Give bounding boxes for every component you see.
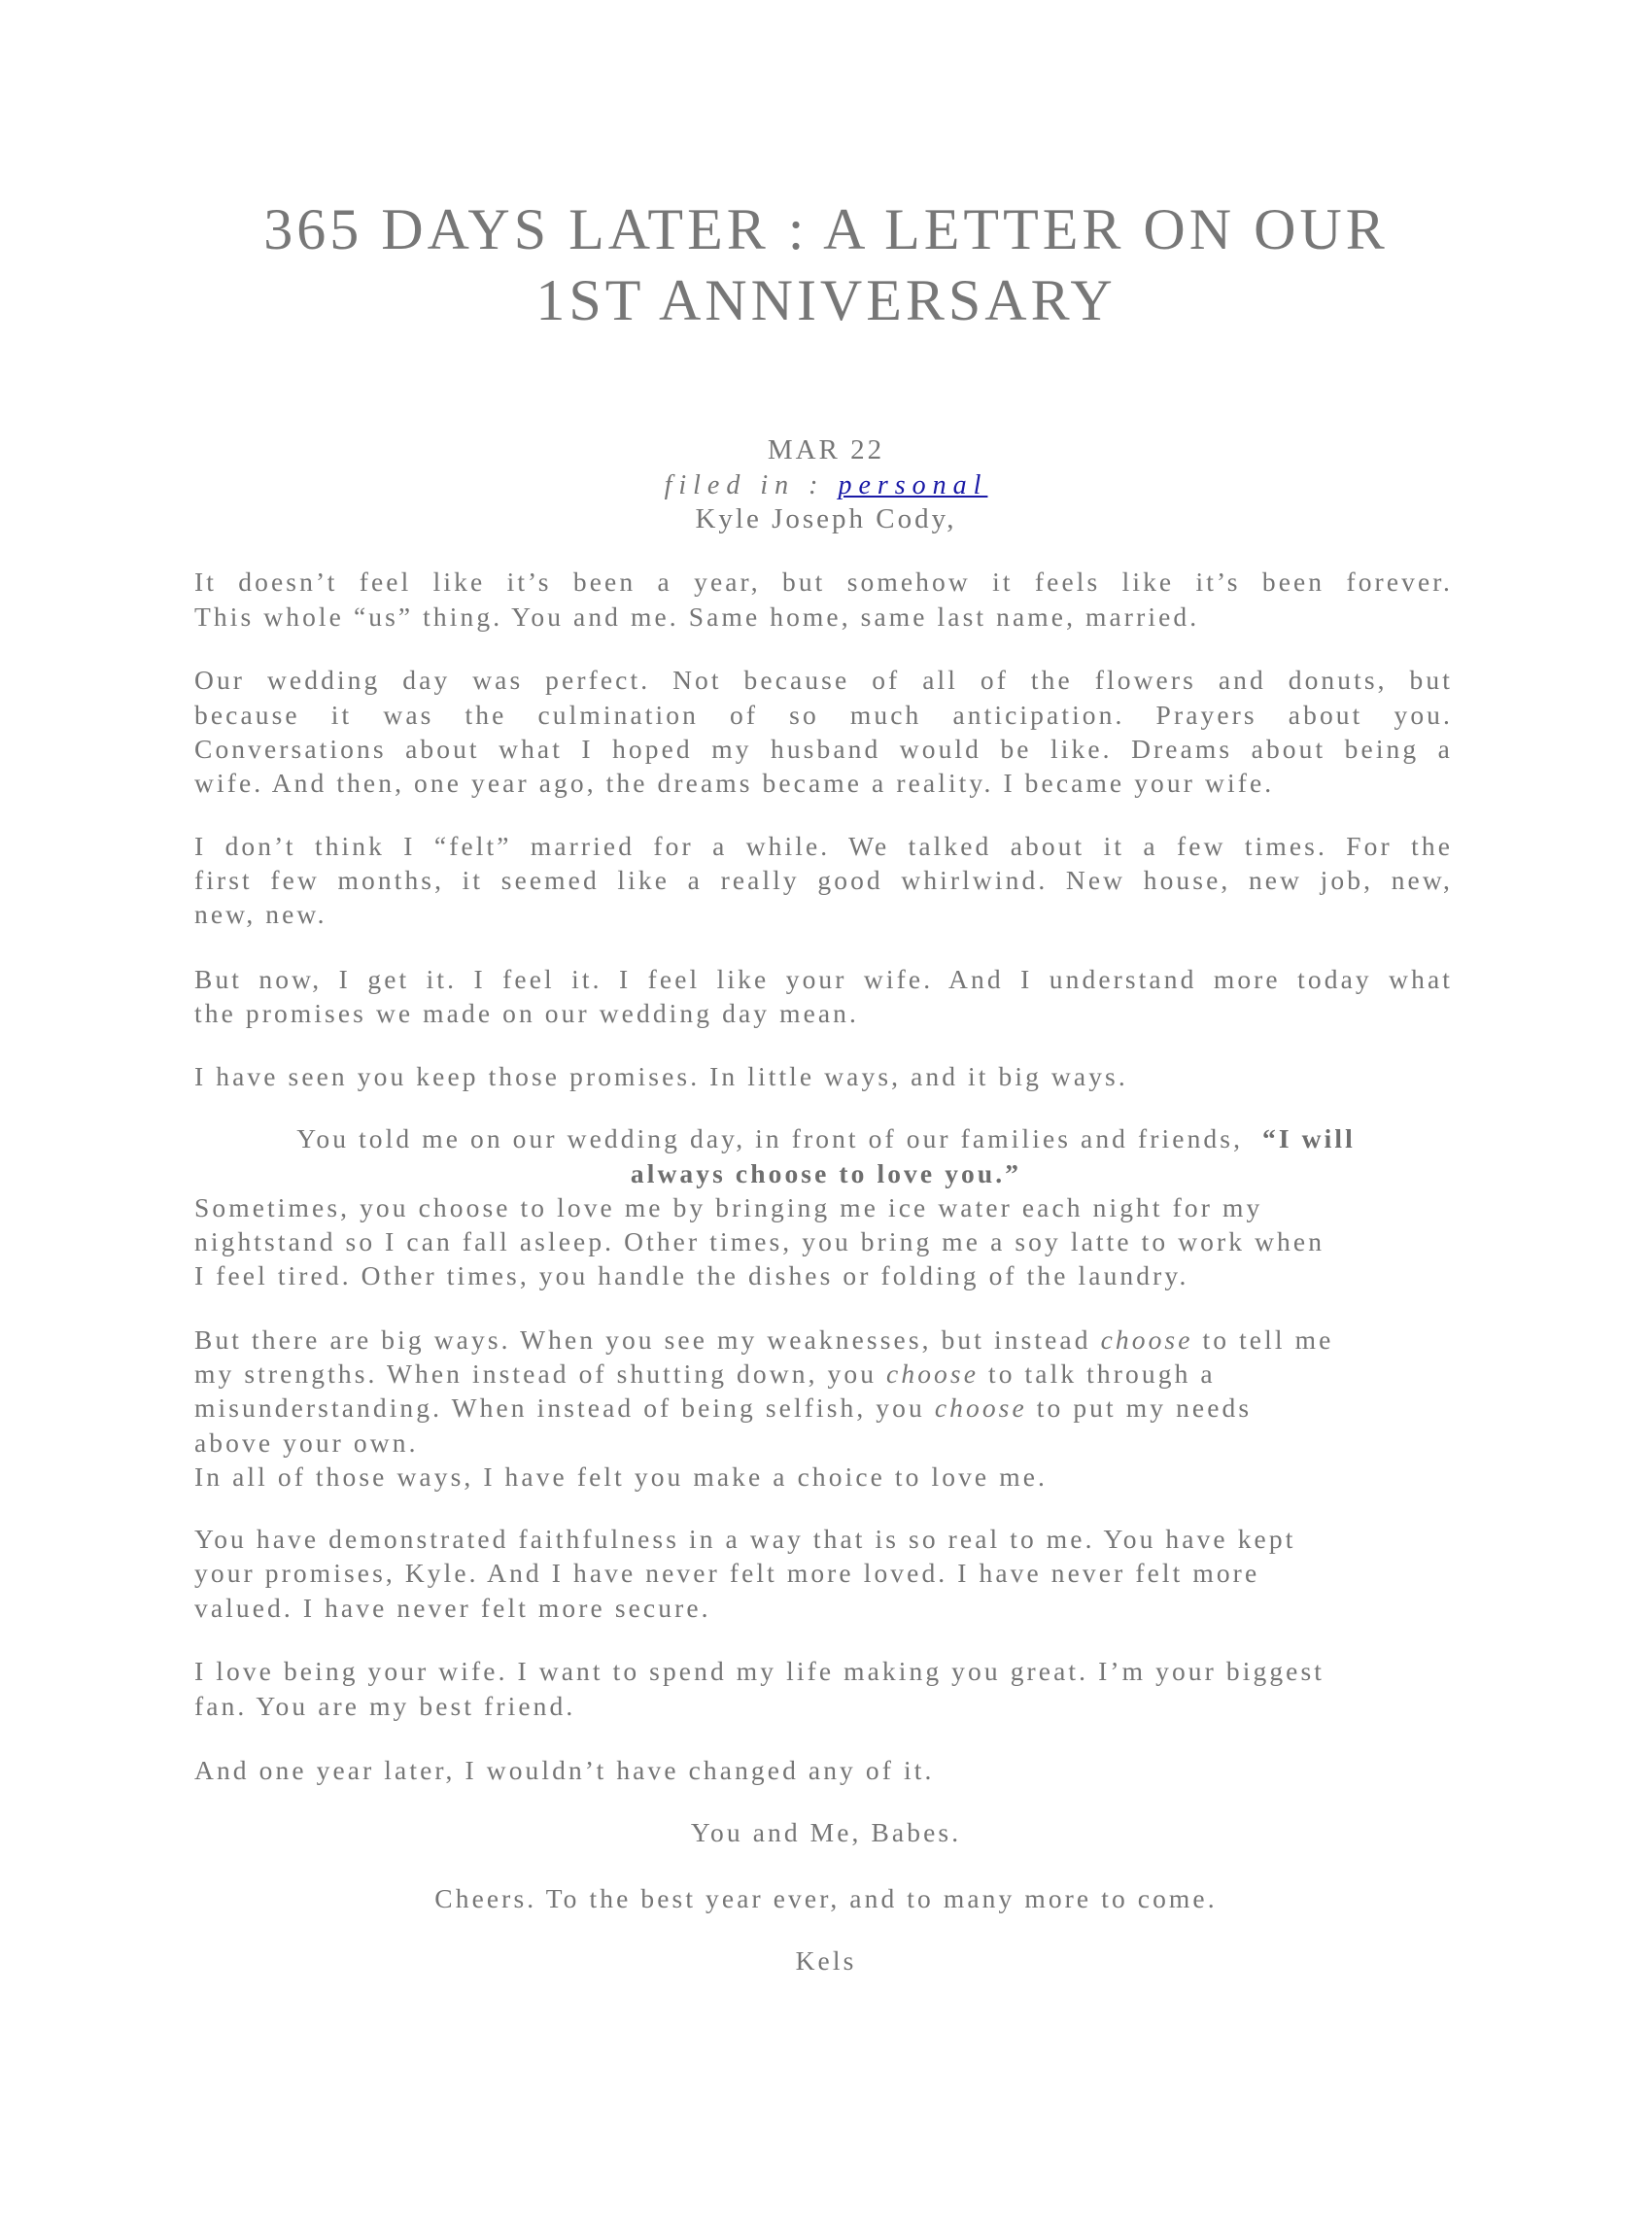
- paragraph-4-line: the promises we made on our wedding day mean.: [194, 998, 860, 1028]
- paragraph-2-line: because it was the culmination of so much anticipation. Prayers about you.: [194, 700, 1453, 730]
- paragraph-8-line: valued. I have never felt more secure.: [194, 1593, 711, 1623]
- text: to put my needs: [1026, 1393, 1253, 1423]
- paragraph-4-line: But now, I get it. I feel it. I feel like your wife. And I understand more today what: [194, 964, 1453, 994]
- text: to tell me: [1192, 1324, 1334, 1355]
- paragraph-2-line: Conversations about what I hoped my husband would be like. Dreams about being a: [194, 734, 1453, 764]
- signature: Kels: [795, 1945, 857, 1976]
- paragraph-3-line: first few months, it seemed like a really good whirlwind. New house, new job, new,: [194, 865, 1453, 895]
- paragraph-3-line: new, new.: [194, 899, 327, 929]
- paragraph-9-line: I love being your wife. I want to spend my life making you great. I’m your biggest: [194, 1656, 1325, 1686]
- emphasis-choose: choose: [1100, 1324, 1193, 1355]
- paragraph-1-line: It doesn’t feel like it’s been a year, but somehow it feels like it’s been forever.: [194, 567, 1453, 597]
- text: misunderstanding. When instead of being selfish, you: [194, 1393, 935, 1423]
- closing-line-1: You and Me, Babes.: [690, 1817, 962, 1847]
- emphasis-choose: choose: [934, 1393, 1027, 1423]
- text: But there are big ways. When you see my weaknesses, but instead: [194, 1324, 1101, 1355]
- salutation: Kyle Joseph Cody,: [695, 503, 957, 534]
- quote-bold-part-1: “I will: [1262, 1123, 1356, 1153]
- paragraph-8-line: You have demonstrated faithfulness in a way that is so real to me. You have kept: [194, 1524, 1296, 1554]
- filed-in: [0, 469, 1652, 502]
- paragraph-7-line: In all of those ways, I have felt you make a choice to love me.: [194, 1461, 1048, 1492]
- closing-line-2: Cheers. To the best year ever, and to many more to come.: [434, 1883, 1218, 1913]
- title-line-2: 1ST ANNIVERSARY: [535, 268, 1117, 332]
- paragraph-7-line: above your own.: [194, 1427, 419, 1458]
- paragraph-8-line: your promises, Kyle. And I have never felt more loved. I have never felt more: [194, 1558, 1260, 1588]
- paragraph-9-line: fan. You are my best friend.: [194, 1691, 576, 1721]
- title-line-1: 365 DAYS LATER : A LETTER ON OUR: [263, 197, 1389, 261]
- paragraph-6-line: nightstand so I can fall asleep. Other times, you bring me a soy latte to work when: [194, 1226, 1325, 1256]
- paragraph-5-line: I have seen you keep those promises. In little ways, and it big ways.: [194, 1061, 1128, 1091]
- quote-bold-part-2: always choose to love you.”: [630, 1158, 1022, 1188]
- paragraph-7-line: [194, 1324, 1333, 1357]
- paragraph-1-line: This whole “us” thing. You and me. Same home, same last name, married.: [194, 602, 1200, 632]
- paragraph-2-line: wife. And then, one year ago, the dreams became a reality. I became your wife.: [194, 768, 1275, 798]
- paragraph-7-line: [194, 1358, 1216, 1391]
- text: my strengths. When instead of shutting down, you: [194, 1358, 887, 1389]
- wedding-vow-quote: [0, 1122, 1652, 1155]
- category-link-personal[interactable]: personal: [838, 470, 988, 500]
- quote-lead: You told me on our wedding day, in front of our families and friends,: [296, 1123, 1244, 1153]
- paragraph-2-line: Our wedding day was perfect. Not because of all of the flowers and donuts, but: [194, 665, 1453, 695]
- filed-in-label: filed in :: [664, 470, 825, 500]
- paragraph-3-line: I don’t think I “felt” married for a while. We talked about it a few times. For the: [194, 831, 1453, 861]
- emphasis-choose: choose: [886, 1358, 980, 1389]
- paragraph-10-line: And one year later, I wouldn’t have changed any of it.: [194, 1755, 935, 1785]
- post-date: MAR 22: [767, 434, 885, 465]
- text: to talk through a: [979, 1358, 1216, 1389]
- paragraph-6-line: I feel tired. Other times, you handle the dishes or folding of the laundry.: [194, 1260, 1189, 1290]
- paragraph-7-line: [194, 1392, 1252, 1425]
- paragraph-6-line: Sometimes, you choose to love me by bringing me ice water each night for my: [194, 1192, 1263, 1222]
